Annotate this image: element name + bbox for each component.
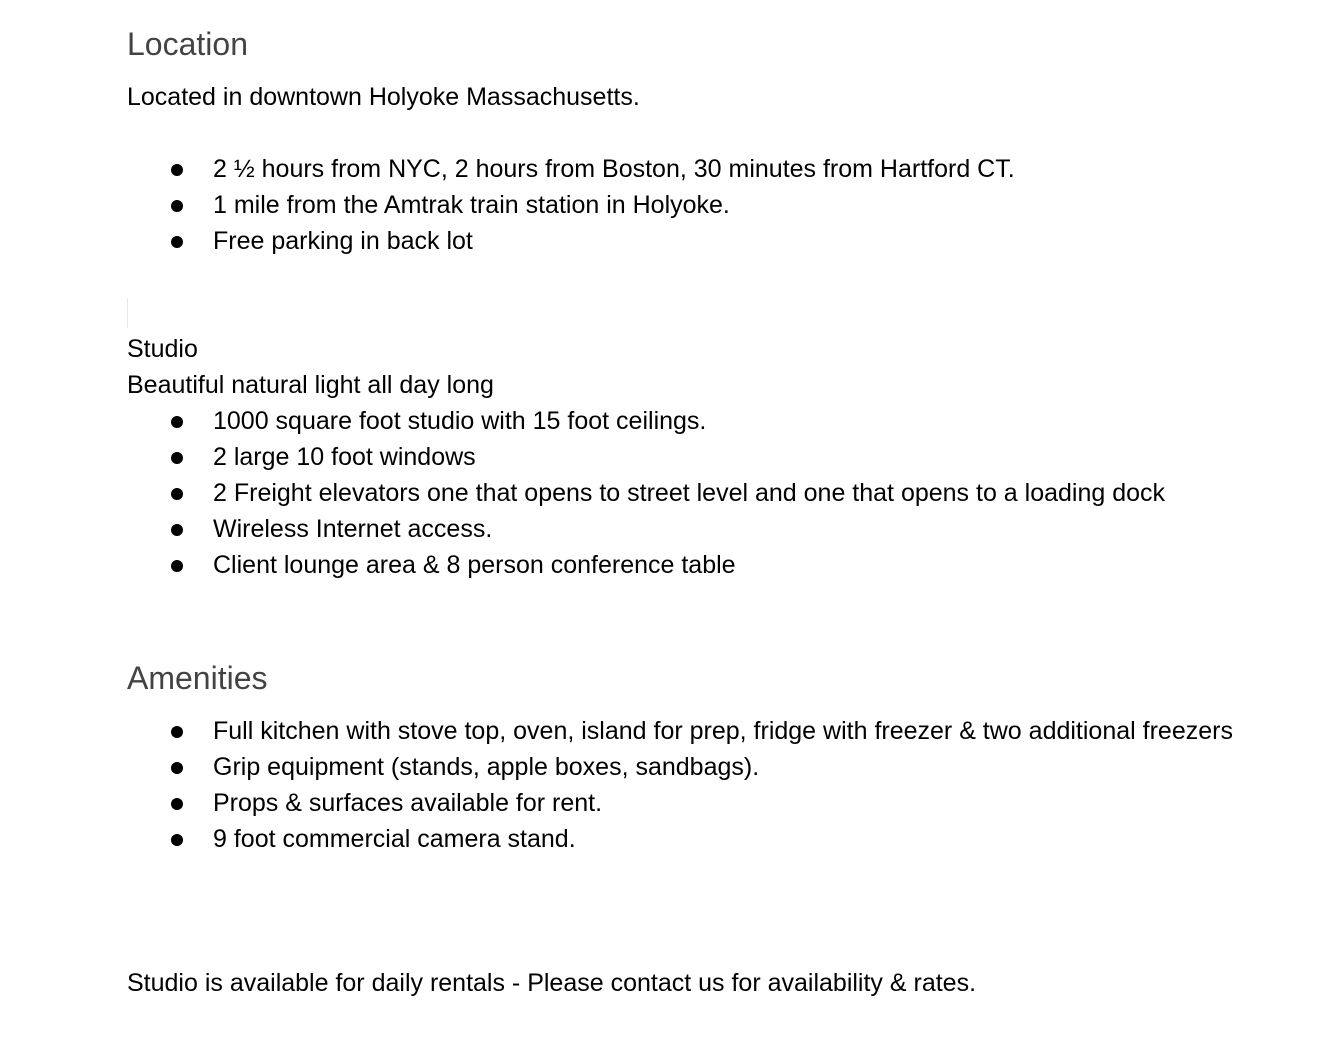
bullet-icon [171, 524, 183, 536]
studio-intro: Beautiful natural light all day long [127, 371, 494, 399]
availability-note: Studio is available for daily rentals - Please contact us for availability & rates. [127, 969, 977, 997]
list-item: 1000 square foot studio with 15 foot ceilings. [127, 403, 1247, 439]
list-item: Props & surfaces available for rent. [127, 785, 1247, 821]
bullet-icon [171, 560, 183, 572]
list-item: 2 ½ hours from NYC, 2 hours from Boston, 30 minutes from Hartford CT. [127, 151, 1247, 187]
bullet-icon [171, 164, 183, 176]
location-heading: Location [127, 26, 248, 62]
amenities-bullet-list [127, 713, 1247, 857]
list-item: Client lounge area & 8 person conference table [127, 547, 1247, 583]
list-item: 2 Freight elevators one that opens to street level and one that opens to a loading dock [127, 475, 1247, 511]
text-cursor [127, 298, 128, 328]
bullet-icon [171, 416, 183, 428]
location-bullet-list [127, 151, 1247, 259]
bullet-icon [171, 236, 183, 248]
list-item: Wireless Internet access. [127, 511, 1247, 547]
list-item: Full kitchen with stove top, oven, island for prep, fridge with freezer & two additional freezers [127, 713, 1247, 749]
bullet-icon [171, 488, 183, 500]
location-intro: Located in downtown Holyoke Massachusetts. [127, 83, 640, 111]
studio-heading: Studio [127, 335, 198, 363]
bullet-icon [171, 726, 183, 738]
amenities-heading: Amenities [127, 660, 268, 696]
bullet-icon [171, 762, 183, 774]
bullet-icon [171, 834, 183, 846]
list-item: Free parking in back lot [127, 223, 1247, 259]
bullet-icon [171, 200, 183, 212]
list-item: 2 large 10 foot windows [127, 439, 1247, 475]
list-item: 9 foot commercial camera stand. [127, 821, 1247, 857]
list-item: 1 mile from the Amtrak train station in Holyoke. [127, 187, 1247, 223]
bullet-icon [171, 452, 183, 464]
bullet-icon [171, 798, 183, 810]
studio-bullet-list [127, 403, 1247, 583]
list-item: Grip equipment (stands, apple boxes, sandbags). [127, 749, 1247, 785]
